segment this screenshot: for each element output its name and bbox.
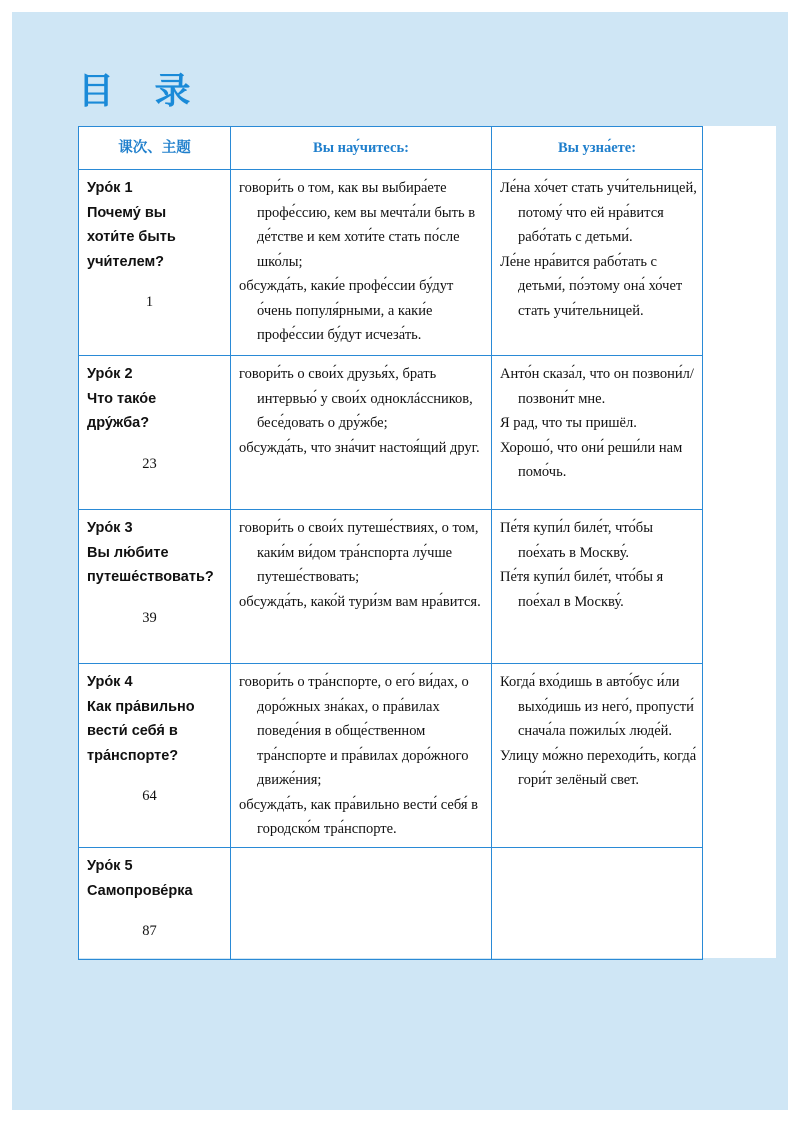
know-item: Пе́тя купи́л биле́т, что́бы пое́хать в Москву́.	[500, 520, 653, 561]
header-know: Вы узна́ете:	[492, 127, 703, 170]
lesson-topic-line: путеше́ствовать?	[87, 569, 214, 585]
header-row	[79, 127, 703, 170]
lesson-topic-line: вести́ себя́ в	[87, 723, 178, 739]
know-cell	[492, 848, 703, 960]
page-number: 1	[145, 294, 154, 310]
table-row	[79, 356, 703, 510]
page-number: 87	[142, 923, 157, 939]
learn-item: говори́ть о том, как вы выбира́ете профе́ссию, кем вы мечта́ли быть в де́тстве и кем хоти́те стать по́сле шко́лы;	[239, 180, 476, 270]
lesson-topic-line: Самопрове́рка	[87, 882, 193, 899]
learn-item: говори́ть о свои́х путеше́ствиях, о том, каки́м ви́дом тра́нспорта лу́чше путеше́ствовать;	[239, 520, 479, 585]
know-cell	[492, 510, 703, 664]
lesson-cell	[79, 510, 231, 664]
know-item: Улицу мо́жно переходи́ть, когда́ гори́т зелёный свет.	[500, 747, 697, 788]
table-row	[79, 664, 703, 848]
lesson-cell	[79, 848, 231, 960]
know-item: Я рад, что ты пришёл.	[500, 415, 637, 431]
lesson-topic-line: хоти́те быть	[87, 229, 176, 245]
know-cell	[492, 170, 703, 356]
learn-item: говори́ть о свои́х друзья́х, брать интервью́ у свои́х одноклáссников, бесе́довать о дру́жбе;	[239, 366, 473, 431]
lesson-number: Уро́к 1	[87, 180, 133, 196]
learn-item: говори́ть о тра́нспорте, о его́ ви́дах, о доро́жных зна́ках, о пра́вилах поведе́ния в обще́ственном тра́нспорте и пра́вилах доро́жного движе́ния;	[239, 674, 469, 788]
learn-cell	[231, 510, 492, 664]
header-topic: 课次、主题	[79, 127, 231, 170]
learn-item: обсужда́ть, как пра́вильно вести́ себя́ в городско́м тра́нспорте.	[239, 796, 478, 837]
learn-item: обсужда́ть, каки́е профе́ссии бу́дут о́чень популя́рными, а каки́е профе́ссии бу́дут исчеза́ть.	[239, 278, 454, 343]
learn-cell	[231, 356, 492, 510]
lesson-number: Уро́к 3	[87, 520, 133, 536]
learn-cell	[231, 664, 492, 848]
lesson-topic-line: Вы лю́бите	[87, 544, 169, 561]
table-row	[79, 510, 703, 664]
contents-table	[78, 126, 703, 960]
page-number: 39	[142, 609, 157, 626]
page-title: 目 录	[78, 71, 205, 112]
lesson-number: Уро́к 4	[87, 674, 133, 690]
learn-cell	[231, 848, 492, 960]
lesson-title	[79, 356, 230, 436]
lesson-topic-line: Как пра́вильно	[87, 698, 195, 715]
lesson-number: Уро́к 2	[87, 366, 133, 382]
know-item: Пе́тя купи́л биле́т, что́бы я пое́хал в Москву́.	[500, 569, 664, 610]
know-item: Анто́н сказа́л, что он позвони́л/позвони́т мне.	[500, 366, 694, 407]
lesson-cell	[79, 170, 231, 356]
table-row	[79, 170, 703, 356]
know-item: Хорошо́, что они́ реши́ли нам помо́чь.	[500, 439, 683, 480]
lesson-topic-line: Почему́ вы	[87, 204, 167, 221]
lesson-topic-line: дру́жба?	[87, 415, 150, 431]
table-row	[79, 848, 703, 960]
know-item: Ле́не нра́вится рабо́тать с детьми́, по́этому она́ хо́чет стать учи́тельницей.	[500, 253, 683, 319]
lesson-topic-line: учи́телем?	[87, 253, 165, 270]
lesson-cell	[79, 356, 231, 510]
know-item: Ле́на хо́чет стать учи́тельницей, потому́ что ей нра́вится рабо́тать с детьми́.	[500, 180, 697, 245]
header-learn: Вы нау́читесь:	[231, 127, 492, 170]
learn-item: обсужда́ть, что зна́чит настоя́щий друг.	[239, 439, 480, 456]
page-number: 23	[142, 455, 157, 472]
lesson-topic-line: Что тако́е	[87, 390, 157, 407]
know-item: Когда́ вхо́дишь в авто́бус и́ли выхо́дишь из него́, пропусти́ снача́ла пожилы́х люде́й.	[500, 674, 694, 739]
lesson-title	[79, 664, 230, 768]
know-cell	[492, 664, 703, 848]
lesson-topic-line: тра́нспорте?	[87, 747, 179, 764]
know-cell	[492, 356, 703, 510]
lesson-title	[79, 848, 230, 903]
lesson-cell	[79, 664, 231, 848]
lesson-title	[79, 510, 230, 590]
lesson-title	[79, 170, 230, 274]
learn-item: обсужда́ть, како́й тури́зм вам нра́вится.	[239, 593, 481, 610]
lesson-number: Уро́к 5	[87, 858, 133, 874]
page-number: 64	[142, 788, 157, 804]
learn-cell	[231, 170, 492, 356]
